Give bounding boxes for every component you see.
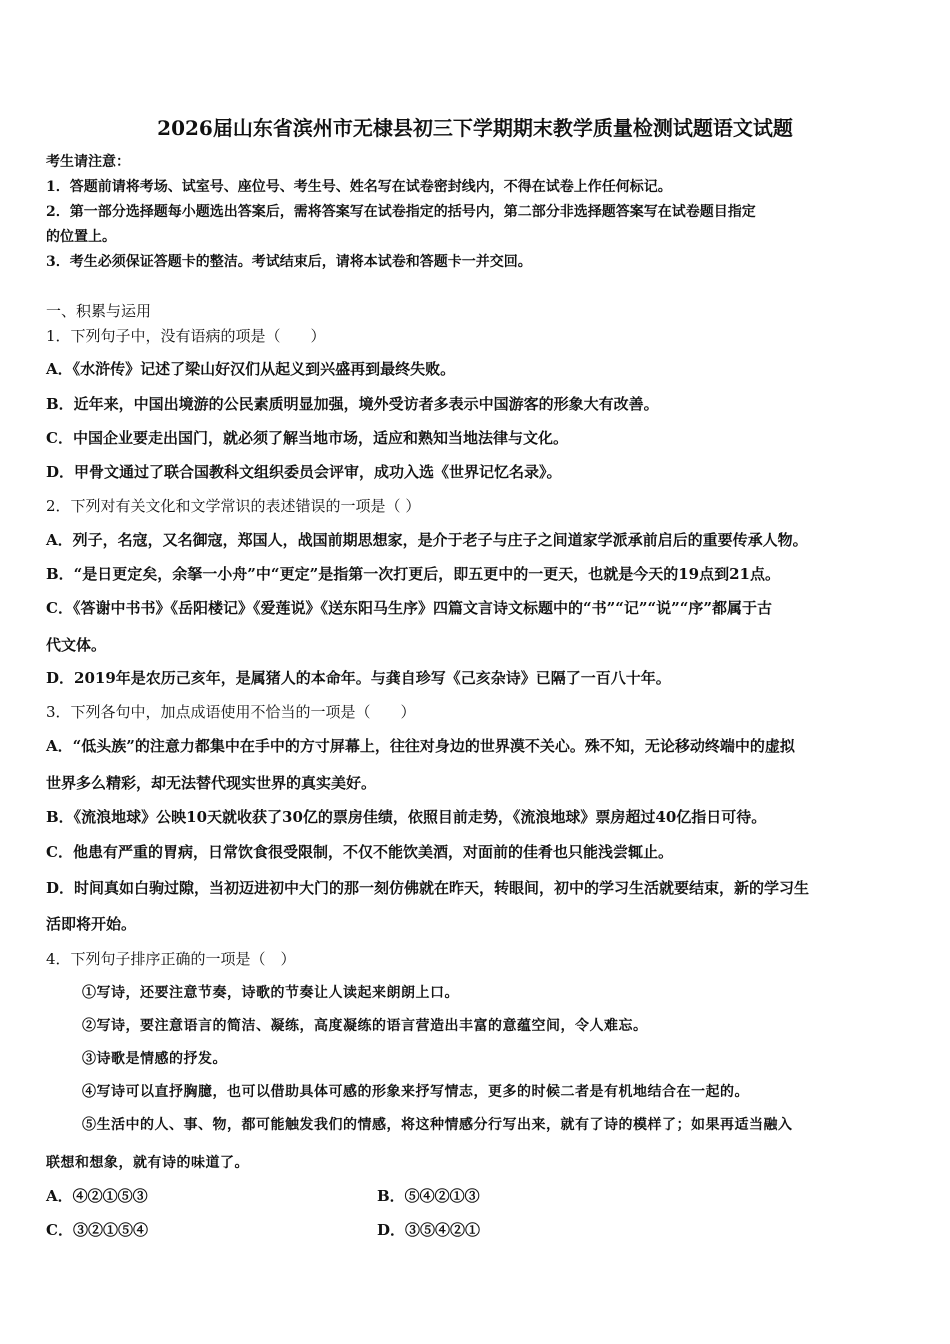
q4-option-c: C．③②①⑤④ [46,1221,148,1239]
q2-stem: 2．下列对有关文化和文学常识的表述错误的一项是（ ） [46,497,421,515]
q1-option-c: C．中国企业要走出国门，就必须了解当地市场，适应和熟知当地法律与文化。 [46,429,568,447]
q4-sentence-5-cont: 联想和想象，就有诗的味道了。 [46,1155,249,1171]
page-title: 2026届山东省滨州市无棣县初三下学期期末教学质量检测试题语文试题 [157,116,793,140]
notice-heading: 考生请注意： [46,154,130,170]
section-heading: 一、积累与运用 [46,302,152,320]
q3-option-d-cont: 活即将开始。 [46,915,137,933]
q3-stem: 3．下列各句中，加点成语使用不恰当的一项是（ ） [46,703,416,721]
notice-item-2: 2．第一部分选择题每小题选出答案后，需将答案写在试卷指定的括号内，第二部分非选择题答案写在试卷题目指定 [46,204,756,220]
q2-option-a: A．列子，名寇，又名御寇，郑国人，战国前期思想家，是介于老子与庄子之间道家学派承前启后的重要传承人物。 [46,531,808,549]
q4-sentence-2: ②写诗，要注意语言的简洁、凝练，高度凝练的语言营造出丰富的意蕴空间，令人难忘。 [82,1018,648,1034]
q4-stem: 4．下列句子排序正确的一项是（ ） [46,950,296,968]
q1-option-d: D．甲骨文通过了联合国教科文组织委员会评审，成功入选《世界记忆名录》。 [46,463,562,481]
q3-option-d: D．时间真如白驹过隙，当初迈进初中大门的那一刻仿佛就在昨天，转眼间，初中的学习生活就要结束，新的学习生 [46,879,810,897]
q3-option-a: A．“低头族”的注意力都集中在手中的方寸屏幕上，往往对身边的世界漠不关心。殊不知，无论移动终端中的虚拟 [46,737,795,755]
q4-sentence-1: ①写诗，还要注意节奏，诗歌的节奏让人读起来朗朗上口。 [82,985,459,1001]
q4-sentence-3: ③诗歌是情感的抒发。 [82,1051,227,1067]
q1-option-b: B．近年来，中国出境游的公民素质明显加强，境外受访者多表示中国游客的形象大有改善。 [46,395,659,413]
q3-option-c: C．他患有严重的胃病，日常饮食很受限制，不仅不能饮美酒，对面前的佳肴也只能浅尝辄止。 [46,843,673,861]
q2-option-b: B．“是日更定矣，余拏一小舟”中“更定”是指第一次打更后，即五更中的一更天，也就是今天的19点到21点。 [46,565,780,583]
q4-sentence-5: ⑤生活中的人、事、物，都可能触发我们的情感，将这种情感分行写出来，就有了诗的模样了；如果再适当融入 [82,1117,793,1133]
q4-option-a: A．④②①⑤③ [46,1187,148,1205]
notice-item-1: 1．答题前请将考场、试室号、座位号、考生号、姓名写在试卷密封线内，不得在试卷上作任何标记。 [46,179,672,195]
q4-sentence-4: ④写诗可以直抒胸臆，也可以借助具体可感的形象来抒写情志，更多的时候二者是有机地结合在一起的。 [82,1084,749,1100]
q3-option-a-cont: 世界多么精彩，却无法替代现实世界的真实美好。 [46,774,377,792]
q3-option-b: B．《流浪地球》公映10天就收获了30亿的票房佳绩，依照目前走势，《流浪地球》票房超过40亿指日可待。 [46,808,767,826]
q2-option-d: D．2019年是农历己亥年，是属猪人的本命年。与龚自珍写《己亥杂诗》已隔了一百八十年。 [46,669,671,687]
q2-option-c-cont: 代文体。 [46,636,107,654]
q1-stem: 1．下列句子中，没有语病的项是（ ） [46,327,326,345]
notice-item-3: 3．考生必须保证答题卡的整洁。考试结束后，请将本试卷和答题卡一并交回。 [46,254,532,270]
notice-item-2-cont: 的位置上。 [46,229,116,245]
q4-option-b: B．⑤④②①③ [377,1187,480,1205]
q1-option-a: A．《水浒传》记述了梁山好汉们从起义到兴盛再到最终失败。 [46,360,456,378]
q4-option-d: D．③⑤④②① [377,1221,481,1239]
q2-option-c: C．《答谢中书书》《岳阳楼记》《爱莲说》《送东阳马生序》四篇文言诗文标题中的“书”“记”“说”“序”都属于古 [46,599,772,617]
